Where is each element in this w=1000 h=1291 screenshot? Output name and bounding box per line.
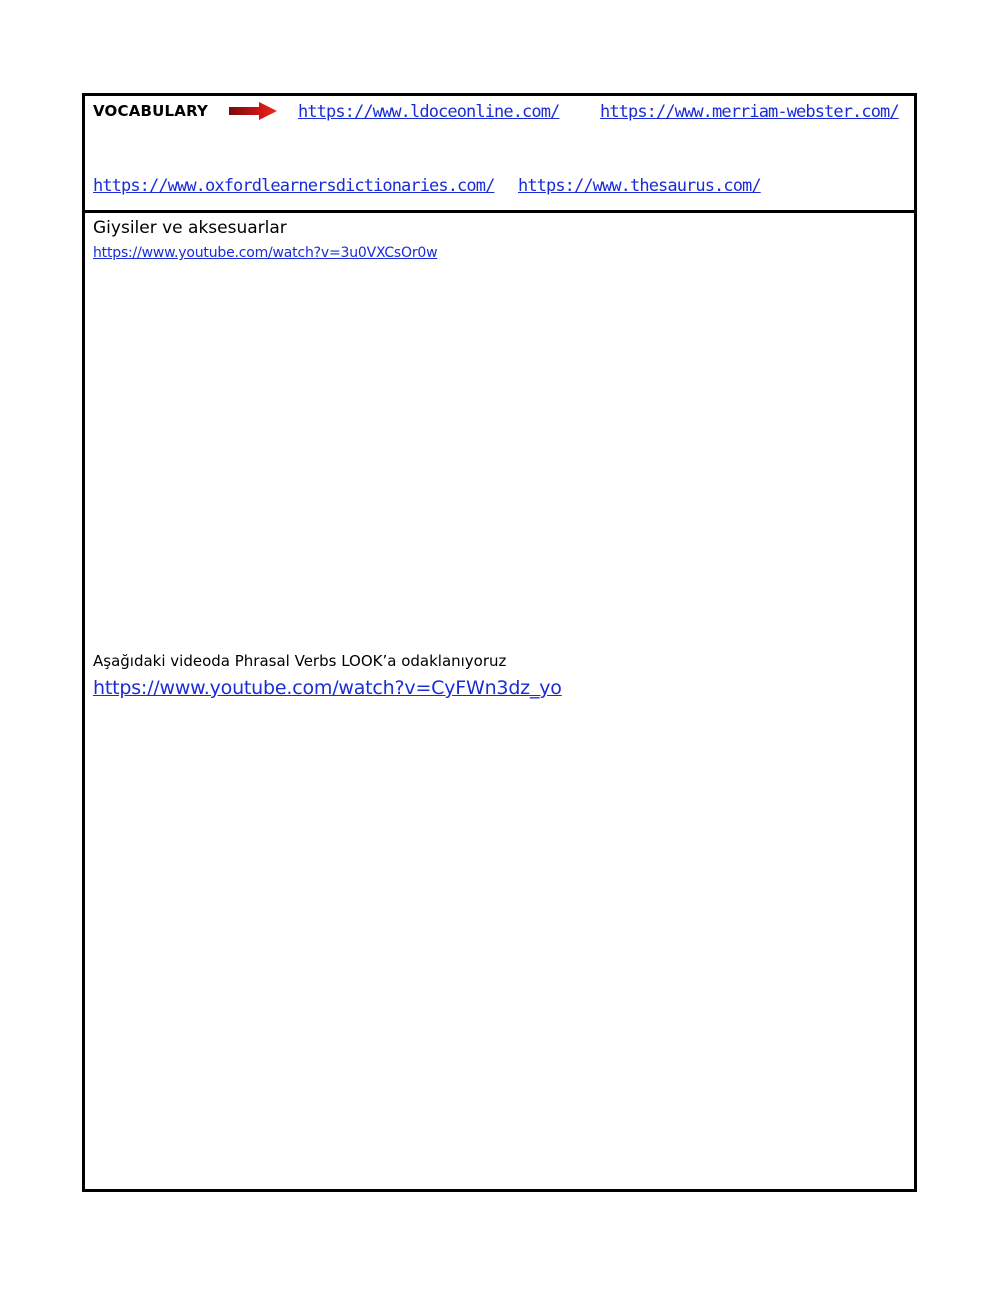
vocabulary-label: VOCABULARY: [93, 102, 209, 120]
phrasal-verbs-video-link[interactable]: https://www.youtube.com/watch?v=CyFWn3dz_yo: [93, 677, 562, 699]
phrasal-verbs-section-title: Aşağıdaki videoda Phrasal Verbs LOOK’a odaklanıyoruz: [93, 652, 507, 670]
content-frame: [82, 93, 917, 1192]
right-arrow-icon: [229, 100, 279, 122]
merriam-webster-link[interactable]: https://www.merriam-webster.com/: [600, 102, 899, 122]
clothes-video-link[interactable]: https://www.youtube.com/watch?v=3u0VXCsOr0w: [93, 245, 438, 261]
oxford-learners-link[interactable]: https://www.oxfordlearnersdictionaries.com/: [93, 176, 495, 196]
ldoceonline-link[interactable]: https://www.ldoceonline.com/: [298, 102, 560, 122]
clothes-section-title: Giysiler ve aksesuarlar: [93, 218, 287, 238]
vocabulary-header-cell: [85, 96, 914, 213]
thesaurus-link[interactable]: https://www.thesaurus.com/: [518, 176, 761, 196]
